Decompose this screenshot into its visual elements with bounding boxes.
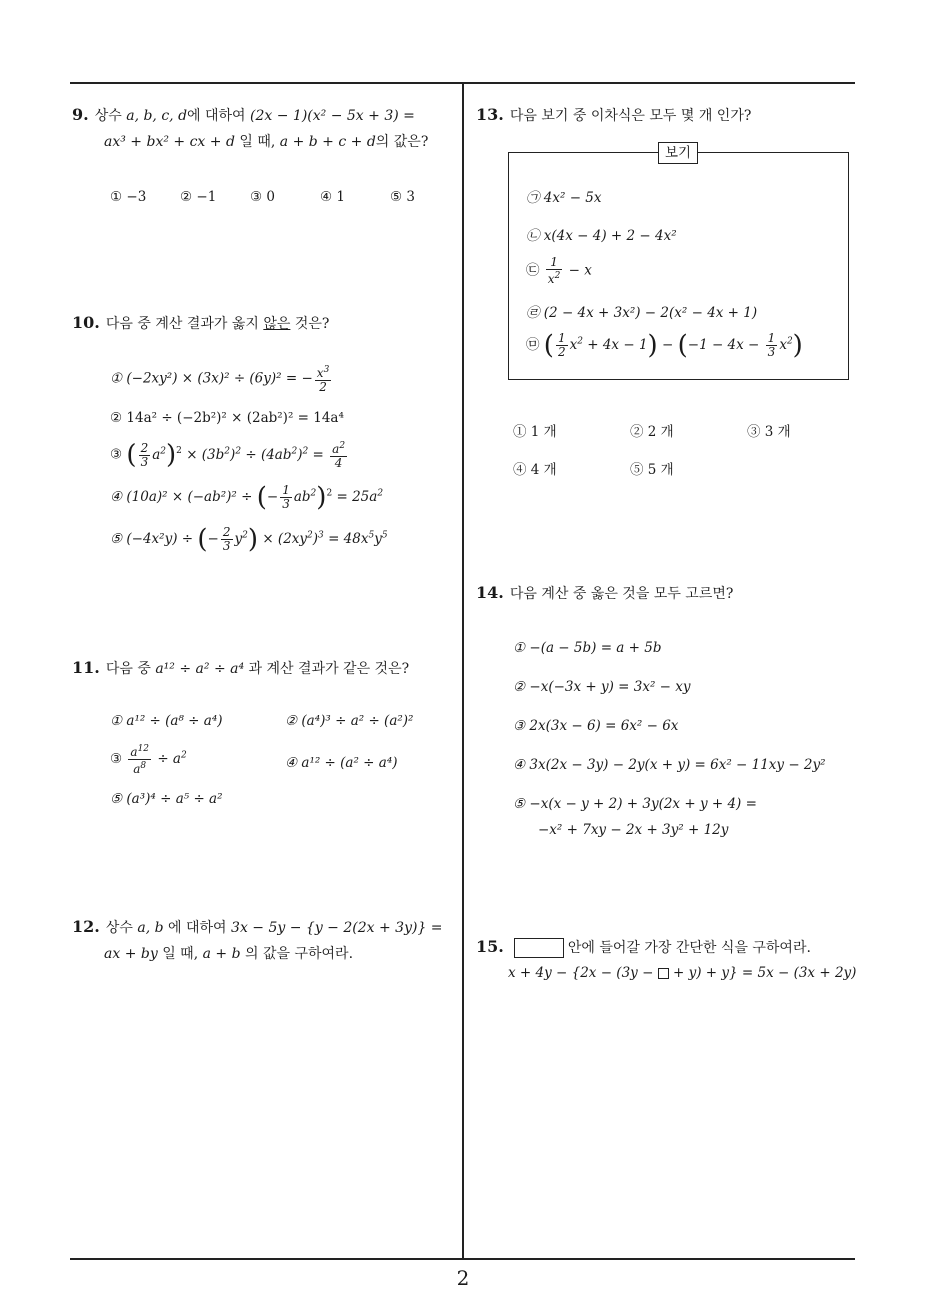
question-text: 상수 [94, 108, 122, 124]
choice-1[interactable]: ① 1 개 [513, 424, 557, 440]
question-text: 에 대하여 [168, 920, 227, 936]
question-15-equation [508, 965, 856, 981]
question-15 [476, 934, 811, 961]
question-12 [72, 914, 457, 967]
example-item-3: ㉢ $\frac{1}{x^2}$ − x [526, 255, 592, 286]
math-expr: a, b [137, 920, 164, 936]
example-item-1: ㉠ 4x² − 5x [526, 190, 602, 206]
choice-5-continued: −x² + 7xy − 2x + 3y² + 12y [538, 822, 729, 838]
item-marker: ㉢ [526, 262, 540, 279]
choice-5[interactable]: ⑤ 3 [390, 189, 415, 205]
choice-4[interactable]: ④ 4 개 [513, 462, 557, 478]
question-11 [72, 655, 409, 682]
choice-5[interactable]: ⑤ 5 개 [630, 462, 674, 478]
blank-square-icon [658, 968, 669, 979]
question-text: 일 때, [239, 134, 276, 150]
choice-4[interactable]: ④ 1 [320, 189, 345, 205]
math-expr: ax³ + bx² + cx + d [104, 134, 235, 150]
choice-3[interactable]: ③ ( $\frac{2}{3}$ $a^2)^2 \times (3b^2)^2 \div (4ab^2)^2$ = $\frac{a^2}{4}$ [110, 440, 346, 470]
question-number: 15. [476, 937, 504, 956]
answer-blank-box [514, 938, 564, 958]
question-number: 11. [72, 658, 100, 677]
fraction: $\frac{x^3}{2}$ [316, 365, 330, 394]
equation-left: x + 4y − {2x − (3y − [508, 965, 654, 981]
math-expr: a¹² ÷ a² ÷ a⁴ [155, 661, 245, 677]
choice-5[interactable]: ⑤ (−4x²y) ÷ (− $\frac{2}{3}$ $y^2) \times (2xy^2)^3 = 48x^5y^5$ [110, 524, 388, 555]
choice-4[interactable]: ④ a¹² ÷ (a² ÷ a⁴) [285, 755, 398, 771]
question-text: 것은? [294, 316, 330, 332]
choice-2[interactable]: ② −x(−3x + y) = 3x² − xy [513, 679, 691, 695]
choice-4[interactable]: ④ (10a)² × (−ab²)² ÷ (− $\frac{1}{3}$ $ab^2)^2 = 25a^2$ [110, 482, 384, 513]
math-expr: a + b [202, 946, 241, 962]
choice-2[interactable]: ② (a⁴)³ ÷ a² ÷ (a²)² [285, 713, 414, 729]
question-13 [476, 102, 751, 129]
equation-right: + y) + y} = 5x − (3x + 2y) [672, 965, 857, 981]
question-number: 9. [72, 105, 89, 124]
math-expr: 3x − 5y − {y − 2(2x + 3y)} = [231, 920, 443, 936]
question-number: 10. [72, 313, 100, 332]
choice-1[interactable]: ① a¹² ÷ (a⁸ ÷ a⁴) [110, 713, 223, 729]
question-text: 다음 계산 중 옳은 것을 모두 고르면? [509, 586, 734, 602]
choice-3[interactable]: ③ 3 개 [747, 424, 791, 440]
choice-1[interactable]: ① −(a − 5b) = a + 5b [513, 640, 662, 656]
choice-1[interactable]: ① −3 [110, 189, 147, 205]
choice-3[interactable]: ③ 2x(3x − 6) = 6x² − 6x [513, 718, 679, 734]
choice-2[interactable]: ② 2 개 [630, 424, 674, 440]
question-text: 과 계산 결과가 같은 것은? [248, 661, 410, 677]
choice-3[interactable]: ③ 0 [250, 189, 275, 205]
choice-text: ④ (10a)² × (−ab²)² ÷ [110, 489, 253, 505]
math-expr: a + b + c + d [279, 134, 376, 150]
bottom-rule [70, 1258, 855, 1260]
math-expr: (2x − 1)(x² − 5x + 3) = [250, 108, 415, 124]
math-expr: ax + by [104, 946, 158, 962]
question-number: 12. [72, 917, 100, 936]
choice-text: ⑤ (−4x²y) ÷ [110, 531, 194, 547]
choice-4[interactable]: ④ 3x(2x − 3y) − 2y(x + y) = 6x² − 11xy − 2y² [513, 757, 826, 773]
underlined-text: 않은 [263, 316, 291, 332]
column-divider [462, 82, 464, 1259]
choice-text: ① (−2xy²) × (3x)² ÷ (6y)² = − [110, 370, 313, 387]
question-text: 에 대하여 [187, 108, 246, 124]
example-item-4: ㉣ (2 − 4x + 3x²) − 2(x² − 4x + 1) [526, 305, 758, 321]
math-expr: a, b, c, d [126, 108, 188, 124]
question-number: 14. [476, 583, 504, 602]
choice-3[interactable]: ③ $\frac{a^{12}}{a^8}$ ÷ $a^2$ [110, 744, 187, 776]
item-marker: ㉤ [526, 337, 540, 353]
choice-2[interactable]: ② 14a² ÷ (−2b²)² × (2ab²)² = 14a⁴ [110, 410, 344, 426]
example-box-title: 보기 [658, 142, 698, 164]
question-10 [72, 310, 329, 337]
question-text: 의 값은? [375, 134, 429, 150]
choice-5[interactable]: ⑤ −x(x − y + 2) + 3y(2x + y + 4) = [513, 796, 757, 812]
question-9 [72, 102, 457, 155]
choice-2[interactable]: ② −1 [180, 189, 217, 205]
question-number: 13. [476, 105, 504, 124]
question-text: 다음 보기 중 이차식은 모두 몇 개 인가? [509, 108, 752, 124]
page-number: 2 [456, 1266, 470, 1290]
choice-1[interactable] [110, 364, 333, 394]
question-14 [476, 580, 733, 607]
choice-5[interactable]: ⑤ (a³)⁴ ÷ a⁵ ÷ a² [110, 791, 223, 807]
question-text: 일 때, [162, 946, 199, 962]
question-text: 의 값을 구하여라. [245, 946, 354, 962]
question-text: 상수 [105, 920, 133, 936]
question-text: 다음 중 [105, 661, 151, 677]
example-item-5: ㉤ ( $\frac{1}{2}$ $x^2 + 4x - 1) - (-1 - 4x$ − $\frac{1}{3}$ $x^2$) [526, 330, 803, 361]
question-text: 다음 중 계산 결과가 옳지 [105, 316, 259, 332]
question-text: 안에 들어갈 가장 간단한 식을 구하여라. [567, 940, 811, 956]
choice-text: ③ [110, 751, 123, 767]
example-item-2: ㉡ x(4x − 4) + 2 − 4x² [526, 228, 677, 244]
choice-text: ③ [110, 446, 123, 463]
